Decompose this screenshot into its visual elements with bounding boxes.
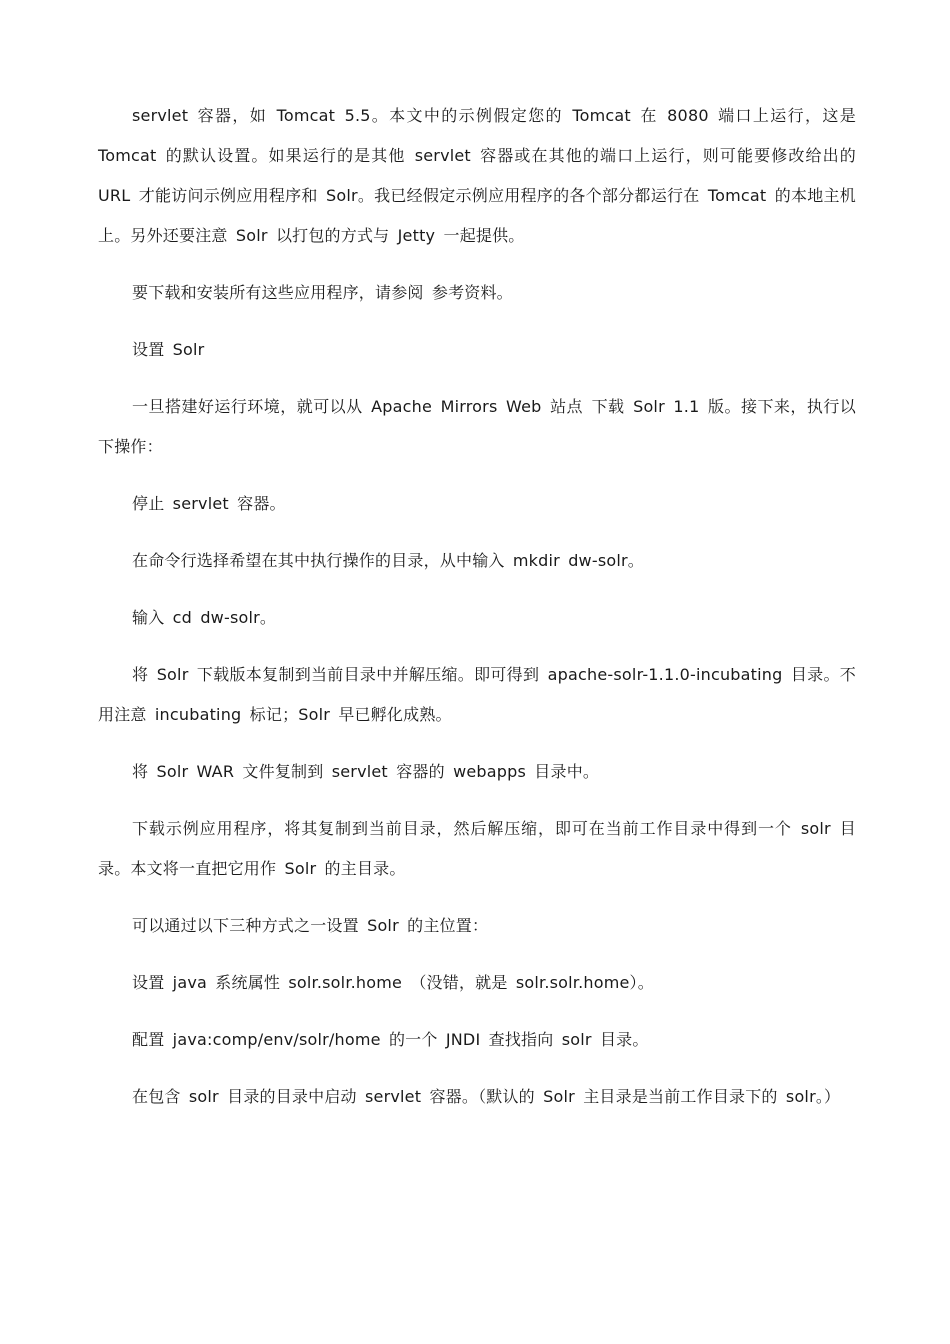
step-copy-war: 将 Solr WAR 文件复制到 servlet 容器的 webapps 目录中。 bbox=[132, 762, 600, 781]
step-copy-extract: 将 Solr 下载版本复制到当前目录中并解压缩。即可得到 apache-solr-1.1.0-incubating 目录。不用注意 incubating 标记；Solr 早已孵化成熟。 bbox=[98, 665, 856, 724]
step-stop-servlet: 停止 servlet 容器。 bbox=[132, 494, 286, 513]
option-start-in-directory: 在包含 solr 目录的目录中启动 servlet 容器。（默认的 Solr 主目录是当前工作目录下的 solr。） bbox=[132, 1087, 841, 1106]
step-download-sample: 下载示例应用程序，将其复制到当前目录，然后解压缩，即可在当前工作目录中得到一个 solr 目录。本文将一直把它用作 Solr 的主目录。 bbox=[98, 819, 856, 878]
section-heading-setup-solr: 设置 Solr bbox=[132, 340, 205, 359]
paragraph-download-install: 要下载和安装所有这些应用程序，请参阅 参考资料。 bbox=[132, 283, 513, 302]
paragraph-download-solr: 一旦搭建好运行环境，就可以从 Apache Mirrors Web 站点 下载 Solr 1.1 版。接下来，执行以下操作： bbox=[98, 397, 856, 456]
option-system-property: 设置 java 系统属性 solr.solr.home （没错，就是 solr.solr.home）。 bbox=[132, 973, 654, 992]
option-jndi: 配置 java:comp/env/solr/home 的一个 JNDI 查找指向 solr 目录。 bbox=[132, 1030, 649, 1049]
paragraph-requirements: servlet 容器，如 Tomcat 5.5。本文中的示例假定您的 Tomcat 在 8080 端口上运行，这是 Tomcat 的默认设置。如果运行的是其他 servlet 容器或在其他的端口上运行，则可能要修改给出的 URL 才能访问示例应用程序和 Solr。我已经假定示例应用程序的各个部分都运行在 Tomcat 的本地主机上。另外还要注意 Solr 以打包的方式与 Jetty 一起提供。 bbox=[98, 106, 856, 245]
paragraph-solr-home-options: 可以通过以下三种方式之一设置 Solr 的主位置： bbox=[132, 916, 489, 935]
step-cd: 输入 cd dw-solr。 bbox=[132, 608, 277, 627]
step-mkdir: 在命令行选择希望在其中执行操作的目录，从中输入 mkdir dw-solr。 bbox=[132, 551, 644, 570]
document-page bbox=[98, 96, 856, 1134]
